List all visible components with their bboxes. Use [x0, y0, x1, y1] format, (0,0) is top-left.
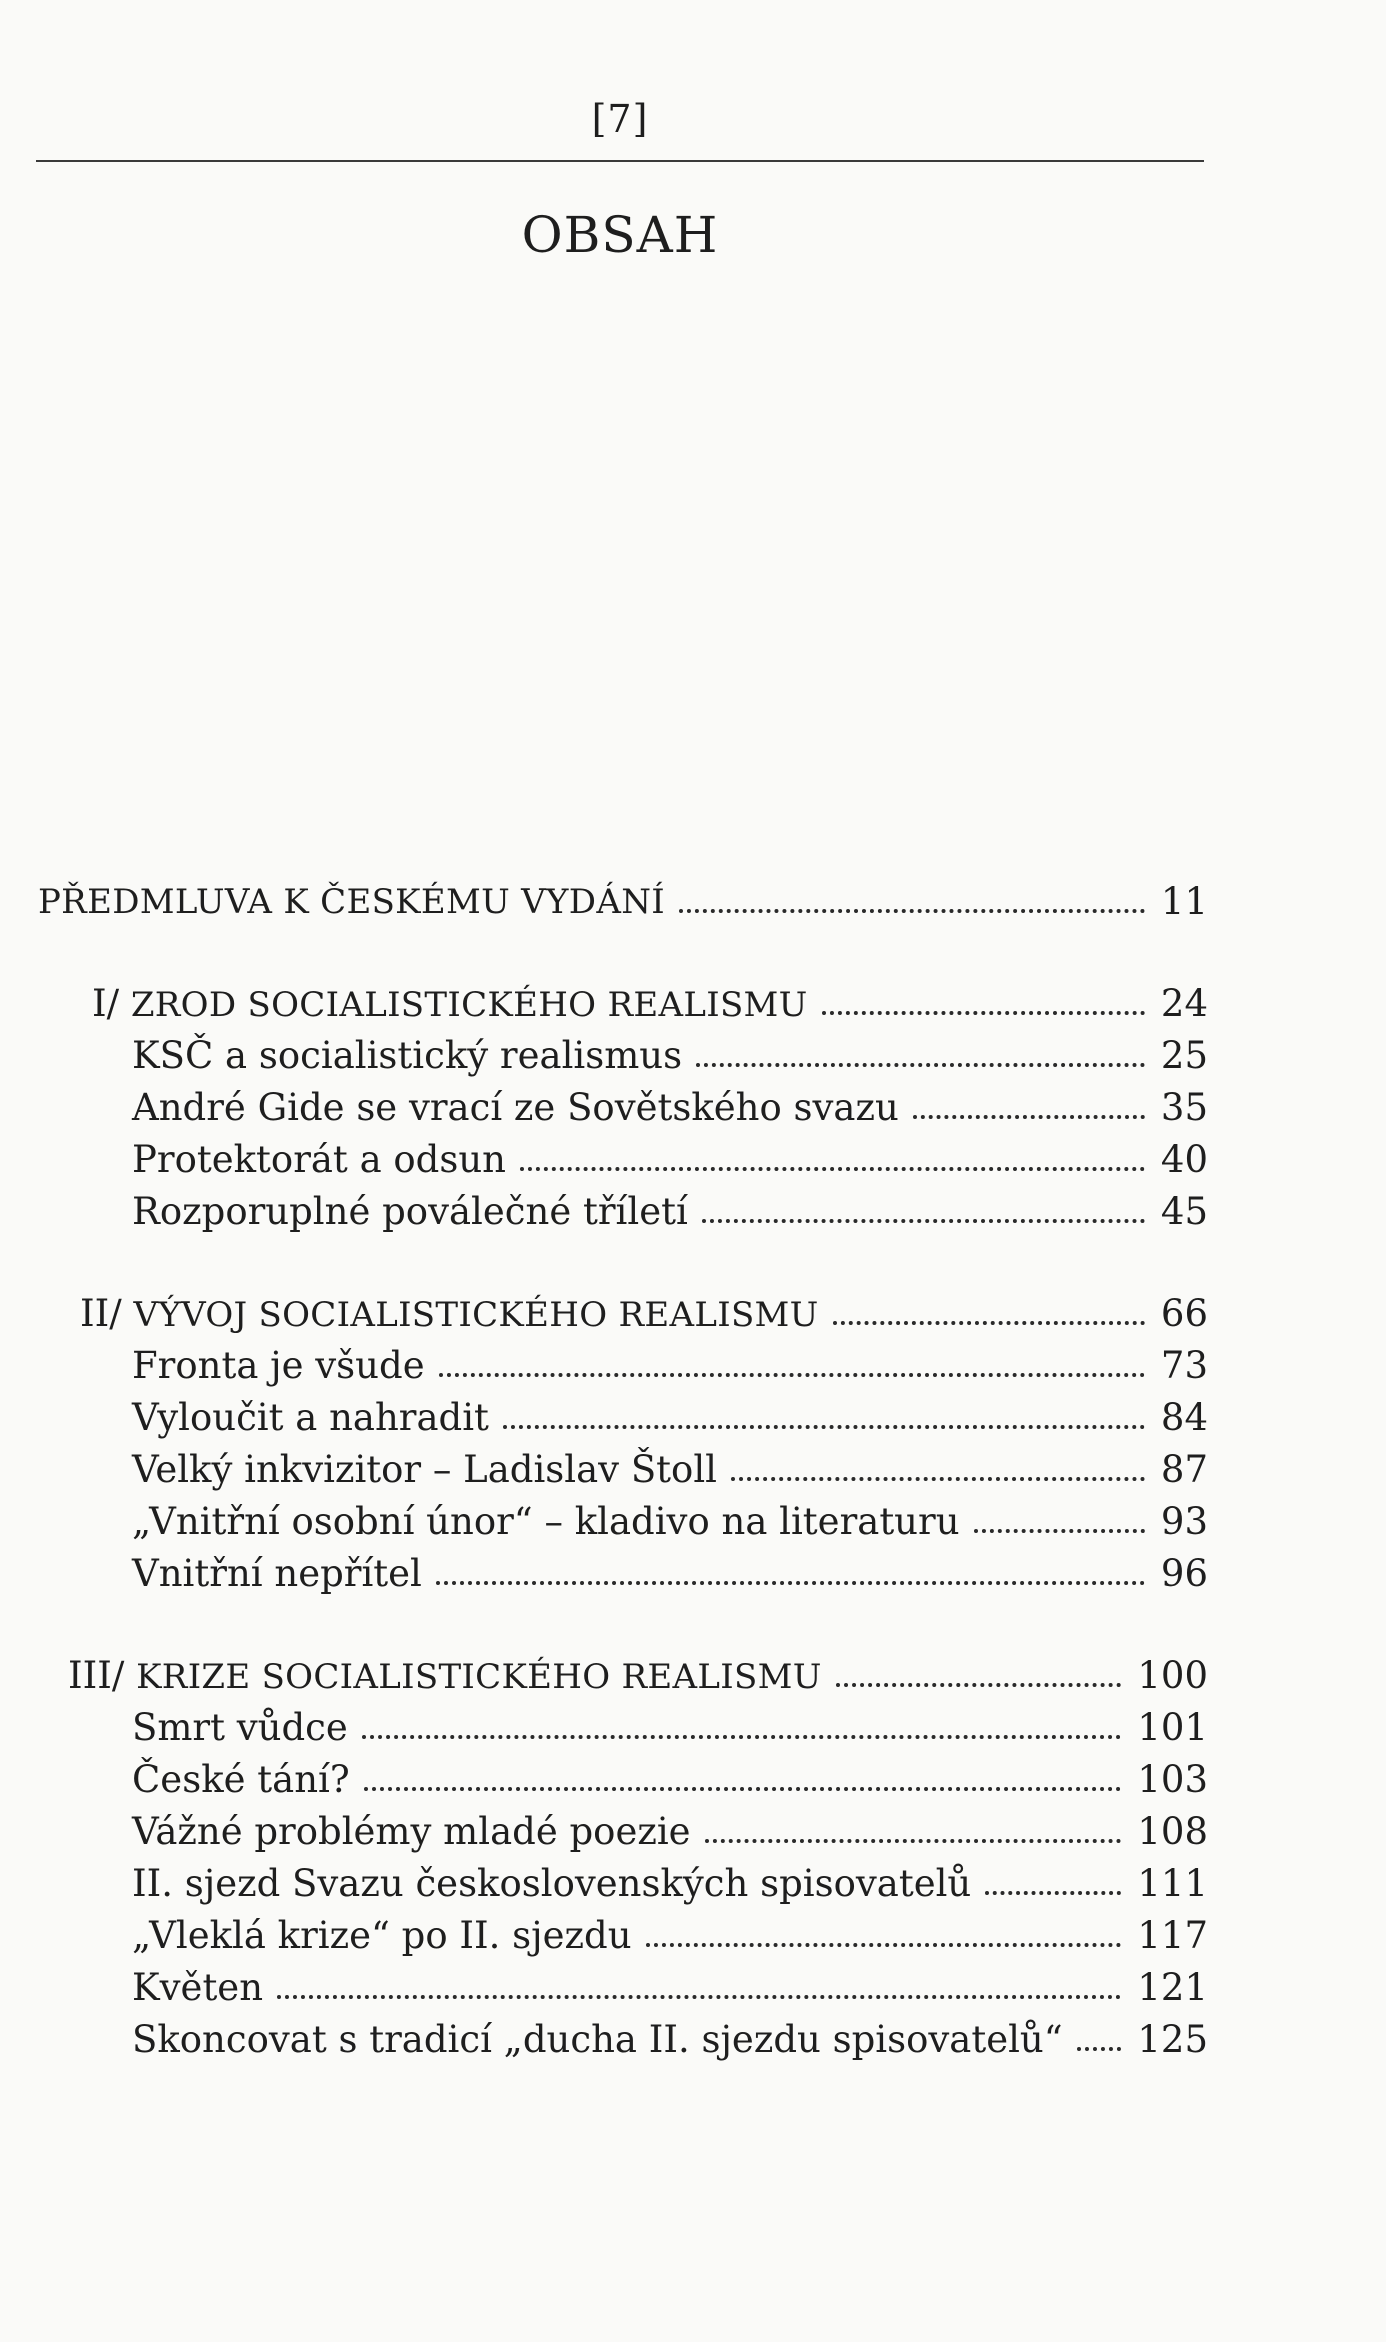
- toc-entry-label: Velký inkvizitor – Ladislav Štoll: [132, 1448, 717, 1491]
- toc-entry-page: 25: [1160, 1034, 1208, 1077]
- toc-part-prefix: I/: [92, 982, 120, 1025]
- toc-entry-label: Vnitřní nepřítel: [132, 1552, 422, 1595]
- dot-leader: [833, 1321, 1145, 1325]
- header-rule: [36, 160, 1204, 162]
- toc-entry: [0, 1754, 1386, 1806]
- toc-entry: [0, 1806, 1386, 1858]
- dot-leader: [985, 1891, 1121, 1895]
- dot-leader: [364, 1787, 1122, 1791]
- toc-entry-label: Smrt vůdce: [132, 1706, 348, 1749]
- toc-part-heading-1: [0, 978, 1386, 1030]
- toc-entry-page: 121: [1137, 1966, 1208, 2009]
- toc-entry-label: České tání?: [132, 1758, 350, 1801]
- toc-entry-label: „Vnitřní osobní únor“ – kladivo na literaturu: [132, 1500, 960, 1543]
- toc-entry: [0, 1392, 1386, 1444]
- toc-entry-page: 93: [1160, 1500, 1208, 1543]
- dot-leader: [731, 1477, 1145, 1481]
- dot-leader: [702, 1219, 1145, 1223]
- toc-entry-preface: [0, 876, 1386, 928]
- toc-part-heading-3: [0, 1650, 1386, 1702]
- toc-entry-page: 73: [1160, 1344, 1208, 1387]
- dot-leader: [836, 1683, 1122, 1687]
- toc-entry: [0, 1186, 1386, 1238]
- toc-entry: [0, 1548, 1386, 1600]
- dot-leader: [362, 1735, 1122, 1739]
- dot-leader: [436, 1581, 1145, 1585]
- toc-entry-label: Fronta je všude: [132, 1344, 425, 1387]
- table-of-contents: [0, 876, 1386, 2066]
- toc-part-label: ZROD SOCIALISTICKÉHO REALISMU: [130, 985, 808, 1025]
- dot-leader: [974, 1529, 1145, 1533]
- page-number: [7]: [591, 97, 649, 141]
- dot-leader: [439, 1373, 1145, 1377]
- toc-entry: [0, 1082, 1386, 1134]
- dot-leader: [503, 1425, 1145, 1429]
- toc-entry: [0, 1030, 1386, 1082]
- toc-entry-page: 111: [1137, 1862, 1208, 1905]
- toc-entry-label: Rozporuplné poválečné tříletí: [132, 1190, 688, 1233]
- toc-part-page: 24: [1160, 982, 1208, 1025]
- toc-part-label: KRIZE SOCIALISTICKÉHO REALISMU: [136, 1657, 822, 1697]
- toc-entry: [0, 1858, 1386, 1910]
- toc-part-page: 66: [1160, 1292, 1208, 1335]
- toc-entry: [0, 1134, 1386, 1186]
- toc-entry-page: 101: [1137, 1706, 1208, 1749]
- toc-entry-page: 11: [1160, 880, 1208, 923]
- toc-part-prefix: III/: [68, 1654, 125, 1697]
- toc-entry: [0, 2014, 1386, 2066]
- toc-entry-label: II. sjezd Svazu československých spisovatelů: [132, 1862, 972, 1905]
- toc-entry-label: Vážné problémy mladé poezie: [132, 1810, 691, 1853]
- toc-entry-page: 40: [1160, 1138, 1208, 1181]
- toc-entry: [0, 1962, 1386, 2014]
- toc-entry-page: 96: [1160, 1552, 1208, 1595]
- toc-part-label: VÝVOJ SOCIALISTICKÉHO REALISMU: [133, 1295, 819, 1335]
- toc-entry: [0, 1702, 1386, 1754]
- toc-part-prefix: II/: [80, 1292, 122, 1335]
- toc-entry: [0, 1496, 1386, 1548]
- toc-entry-label: PŘEDMLUVA K ČESKÉMU VYDÁNÍ: [38, 882, 665, 922]
- toc-entry-label: Skoncovat s tradicí „ducha II. sjezdu spisovatelů“: [132, 2018, 1063, 2061]
- dot-leader: [277, 1995, 1121, 1999]
- dot-leader: [1077, 2047, 1122, 2051]
- toc-entry-label: Květen: [132, 1966, 264, 2009]
- dot-leader: [646, 1943, 1122, 1947]
- toc-entry-page: 84: [1160, 1396, 1208, 1439]
- dot-leader: [696, 1063, 1145, 1067]
- toc-entry-label: André Gide se vrací ze Sovětského svazu: [132, 1086, 899, 1129]
- page-title: OBSAH: [521, 206, 719, 264]
- dot-leader: [822, 1011, 1145, 1015]
- toc-entry-page: 108: [1137, 1810, 1208, 1853]
- toc-part-page: 100: [1137, 1654, 1208, 1697]
- dot-leader: [520, 1167, 1145, 1171]
- dot-leader: [913, 1115, 1145, 1119]
- toc-entry-page: 103: [1137, 1758, 1208, 1801]
- toc-entry-label: „Vleklá krize“ po II. sjezdu: [132, 1914, 632, 1957]
- toc-entry: [0, 1910, 1386, 1962]
- toc-entry-label: Vyloučit a nahradit: [132, 1396, 489, 1439]
- toc-entry: [0, 1340, 1386, 1392]
- toc-entry-page: 45: [1160, 1190, 1208, 1233]
- toc-entry-page: 125: [1137, 2018, 1208, 2061]
- toc-entry: [0, 1444, 1386, 1496]
- toc-entry-page: 87: [1160, 1448, 1208, 1491]
- toc-part-heading-2: [0, 1288, 1386, 1340]
- toc-entry-label: Protektorát a odsun: [132, 1138, 506, 1181]
- dot-leader: [705, 1839, 1122, 1843]
- toc-entry-page: 35: [1160, 1086, 1208, 1129]
- toc-entry-label: KSČ a socialistický realismus: [132, 1034, 683, 1077]
- toc-entry-page: 117: [1137, 1914, 1208, 1957]
- dot-leader: [679, 909, 1145, 913]
